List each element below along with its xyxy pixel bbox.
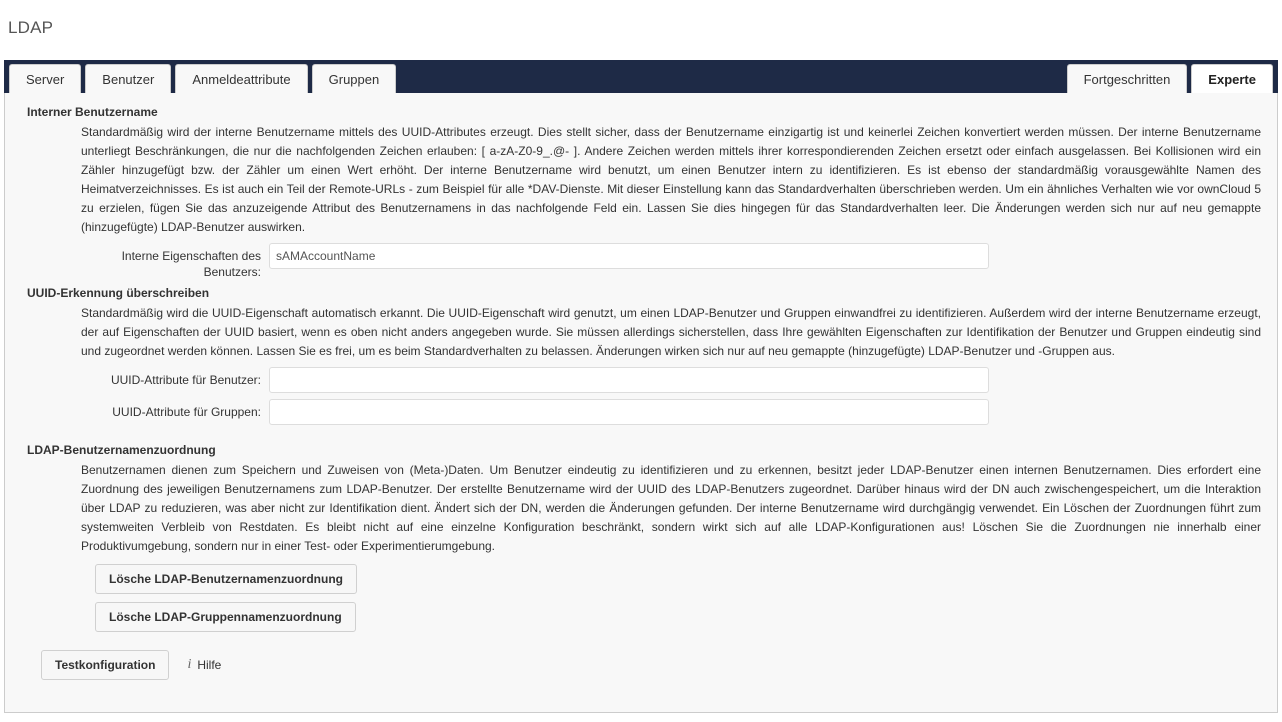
section-title-uuid-override: UUID-Erkennung überschreiben (27, 285, 210, 300)
internal-username-attribute-input[interactable] (269, 243, 989, 269)
tab-server[interactable]: Server (9, 64, 81, 93)
field-row-uuid-user (19, 367, 1263, 393)
expert-settings-panel (4, 93, 1278, 713)
section-description-username-mapping: Benutzernamen dienen zum Speichern und Zuweisen von (Meta-)Daten. Um Benutzer eindeutig zu identifizieren und zu erkennen, besitzt jeder LDAP-Benutzer einen internen Benutzernamen. Dies erfordert eine Zuordnung des jeweiligen Benutzernamens zum LDAP-Benutzer. Der erstellte Benutzername wird der UUID des LDAP-Benutzers zugeordnet. Darüber hinaus wird der DN auch zwischengespeichert, um die Interaktion über LDAP zu reduzieren, was aber nicht zur Identifikation dient. Ändert sich der DN, werden die Änderungen gefunden. Der interne Benutzername wird durchgängig verwendet. Ein Löschen der Zuordnungen führt zum systemweiten Verbleib von Restdaten. Es bleibt nicht auf eine einzelne Konfiguration beschränkt, sondern wirkt sich auf alle LDAP-Konfigurationen aus! Löschen Sie die Zuordnungen nie innerhalb einer Produktivumgebung, sondern nur in einer Test- oder Experimentierumgebung. (81, 462, 1261, 553)
tab-benutzer[interactable]: Benutzer (85, 64, 171, 93)
help-link[interactable]: Hilfe (197, 657, 222, 672)
page-title: LDAP (8, 18, 54, 38)
label-uuid-user-attribute: UUID-Attribute für Benutzer: (110, 372, 261, 387)
tab-group-left (9, 64, 400, 93)
section-title-internal-username: Interner Benutzername (27, 104, 158, 119)
label-uuid-group-attribute: UUID-Attribute für Gruppen: (112, 404, 261, 419)
tab-experte[interactable]: Experte (1191, 64, 1273, 93)
tab-bar (4, 60, 1278, 93)
label-internal-username-line1: Interne Eigenschaften des (121, 248, 261, 263)
clear-ldap-groupname-mapping-button[interactable]: Lösche LDAP-Gruppennamenzuordnung (95, 602, 356, 632)
tab-gruppen[interactable]: Gruppen (312, 64, 397, 93)
section-title-username-mapping: LDAP-Benutzernamenzuordnung (27, 442, 216, 457)
section-description-internal-username: Standardmäßig wird der interne Benutzername mittels des UUID-Attributes erzeugt. Dies stellt sicher, dass der Benutzername einzigartig ist und keinerlei Zeichen konvertiert werden müssen. Der interne Benutzername unterliegt Beschränkungen, die nur die nachfolgenden Zeichen erlauben: [ a-zA-Z0-9_.@- ]. Andere Zeichen werden mittels ihrer korrespondierenden Zeichen ersetzt oder einfach ausgelassen. Bei Kollisionen wird ein Zähler hinzugefügt bzw. der Zähler um einen Wert erhöht. Der interne Benutzername wird benutzt, um einen Benutzer intern zu identifizieren. Es ist ebenso der standardmäßig vorausgewählte Namen des Heimatverzeichnisses. Es ist auch ein Teil der Remote-URLs - zum Beispiel für alle *DAV-Dienste. Mit dieser Einstellung kann das Standardverhalten überschrieben werden. Um ein ähnliches Verhalten wie vor ownCloud 5 zu erzielen, fügen Sie das anzuzeigende Attribut des Benutzernamens in das nachfolgende Feld ein. Lassen Sie dies hingegen für das Standardverhalten leer. Die Änderungen werden sich nur auf neu gemappte (hinzugefügte) LDAP-Benutzer auswirken. (81, 124, 1261, 234)
info-icon: i (187, 656, 192, 672)
field-row-uuid-group (19, 399, 1263, 425)
tab-anmeldeattribute[interactable]: Anmeldeattribute (175, 64, 307, 93)
label-internal-username (19, 243, 269, 280)
uuid-user-attribute-input[interactable] (269, 367, 989, 393)
section-description-uuid-override: Standardmäßig wird die UUID-Eigenschaft automatisch erkannt. Die UUID-Eigenschaft wird genutzt, um einen LDAP-Benutzer und Gruppen einwandfrei zu identifizieren. Außerdem wird der interne Benutzername erzeugt, der auf Eigenschaften der UUID basiert, wenn es oben nicht anders angegeben wurde. Sie müssen allerdings sicherstellen, dass Ihre gewählten Eigenschaften zur Identifikation der Benutzer und Gruppen eindeutig sind und zugeordnet werden können. Lassen Sie es frei, um es beim Standardverhalten zu belassen. Änderungen wirken sich nur auf neu gemappte (hinzugefügte) LDAP-Benutzer und -Gruppen aus. (81, 305, 1261, 358)
test-configuration-button[interactable]: Testkonfiguration (41, 650, 169, 680)
tab-fortgeschritten[interactable]: Fortgeschritten (1067, 64, 1188, 93)
footer-actions (41, 650, 1263, 680)
label-internal-username-line2: Benutzers: (203, 264, 261, 279)
clear-ldap-username-mapping-button[interactable]: Lösche LDAP-Benutzernamenzuordnung (95, 564, 357, 594)
uuid-group-attribute-input[interactable] (269, 399, 989, 425)
tab-group-right (1063, 64, 1273, 93)
field-row-internal-username (19, 243, 1263, 280)
